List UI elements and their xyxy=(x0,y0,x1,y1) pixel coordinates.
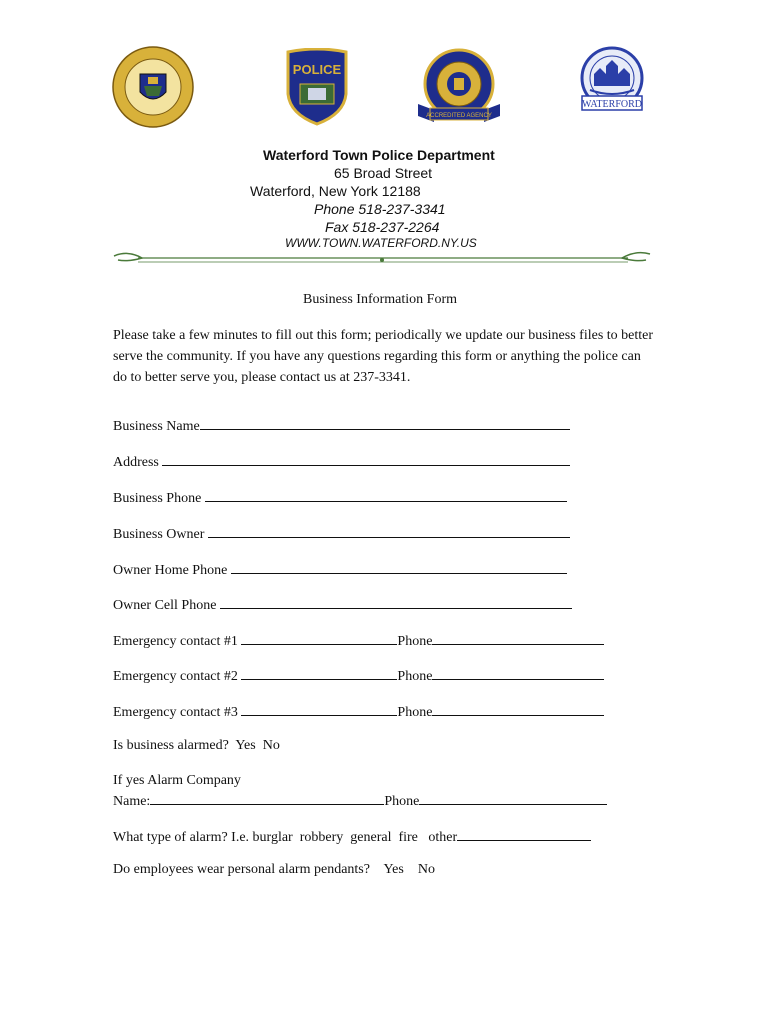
decorative-divider xyxy=(108,246,656,268)
emergency-contact-3-row xyxy=(113,702,604,721)
alarm-company-heading: If yes Alarm Company xyxy=(113,773,241,788)
emergency-contact-2-label: Emergency contact #2 xyxy=(113,669,238,684)
owner-home-phone-label: Owner Home Phone xyxy=(113,563,228,578)
alarmed-yes-option[interactable]: Yes xyxy=(235,738,256,753)
pendants-no-option[interactable]: No xyxy=(417,862,435,877)
owner-home-phone-field[interactable] xyxy=(231,560,567,574)
alarm-type-question: What type of alarm? I.e. burglar xyxy=(113,830,293,845)
form-title: Business Information Form xyxy=(303,292,457,307)
alarm-company-name-label: Name: xyxy=(113,794,151,809)
emergency-phone-1-label: Phone xyxy=(397,634,433,649)
alarm-type-general[interactable]: general xyxy=(350,830,392,845)
accredited-agency-seal xyxy=(416,46,502,128)
website: WWW.TOWN.WATERFORD.NY.US xyxy=(285,236,477,250)
emergency-contact-2-field[interactable] xyxy=(241,666,397,680)
phone-number: Phone 518-237-3341 xyxy=(314,201,446,217)
business-name-field[interactable] xyxy=(200,416,570,430)
alarmed-question: Is business alarmed? xyxy=(113,738,229,753)
address-field[interactable] xyxy=(162,452,570,466)
business-name-label: Business Name xyxy=(113,419,200,434)
waterford-town-seal xyxy=(576,46,648,116)
city-state-zip: Waterford, New York 12188 xyxy=(250,183,421,199)
alarm-company-phone-field[interactable] xyxy=(419,791,607,805)
alarm-type-other[interactable]: other xyxy=(428,830,458,845)
owner-cell-phone-label: Owner Cell Phone xyxy=(113,598,217,613)
emergency-contact-1-row xyxy=(113,631,604,650)
department-name: Waterford Town Police Department xyxy=(263,147,495,163)
fax-number: Fax 518-237-2264 xyxy=(325,219,440,235)
alarm-company-phone-label: Phone xyxy=(384,794,420,809)
police-badge-text: POLICE xyxy=(292,62,342,77)
alarm-company-name-field[interactable] xyxy=(150,791,384,805)
emergency-phone-3-field[interactable] xyxy=(432,702,604,716)
address-label: Address xyxy=(113,455,159,470)
owner-home-phone-row xyxy=(113,560,567,579)
emergency-phone-2-field[interactable] xyxy=(432,666,604,680)
business-phone-field[interactable] xyxy=(205,488,567,502)
business-owner-label: Business Owner xyxy=(113,527,205,542)
street-address: 65 Broad Street xyxy=(334,165,433,181)
alarm-type-other-field[interactable] xyxy=(457,827,591,841)
emergency-contact-1-label: Emergency contact #1 xyxy=(113,634,238,649)
sheriffs-chiefs-seal xyxy=(112,46,194,128)
alarm-type-robbery[interactable]: robbery xyxy=(299,830,344,845)
business-phone-label: Business Phone xyxy=(113,491,202,506)
pendants-yes-option[interactable]: Yes xyxy=(383,862,404,877)
business-owner-field[interactable] xyxy=(208,524,570,538)
address-row xyxy=(113,452,570,471)
intro-paragraph: Please take a few minutes to fill out this form; periodically we update our business files to better serve the community. If you have any questions regarding this form or anything the police can do to better serve you, please contact us at 237-3341. xyxy=(113,328,654,385)
alarmed-row xyxy=(113,738,280,754)
emergency-contact-2-row xyxy=(113,666,604,685)
alarm-type-fire[interactable]: fire xyxy=(398,830,418,845)
alarm-company-row xyxy=(113,791,607,810)
alarmed-no-option[interactable]: No xyxy=(262,738,280,753)
pendants-question: Do employees wear personal alarm pendants? xyxy=(113,862,370,877)
pendants-row xyxy=(113,862,435,878)
business-owner-row xyxy=(113,524,570,543)
emergency-phone-3-label: Phone xyxy=(397,705,433,720)
emergency-phone-1-field[interactable] xyxy=(432,631,604,645)
owner-cell-phone-row xyxy=(113,595,572,614)
business-phone-row xyxy=(113,488,567,507)
accredited-text: ACCREDITED AGENCY xyxy=(426,113,492,119)
owner-cell-phone-field[interactable] xyxy=(220,595,572,609)
emergency-contact-1-field[interactable] xyxy=(241,631,397,645)
emergency-contact-3-label: Emergency contact #3 xyxy=(113,705,238,720)
business-name-row xyxy=(113,416,570,435)
police-badge xyxy=(284,48,350,126)
emergency-phone-2-label: Phone xyxy=(397,669,433,684)
alarm-type-row xyxy=(113,827,591,846)
waterford-seal-text: WATERFORD xyxy=(581,99,643,110)
emergency-contact-3-field[interactable] xyxy=(241,702,397,716)
